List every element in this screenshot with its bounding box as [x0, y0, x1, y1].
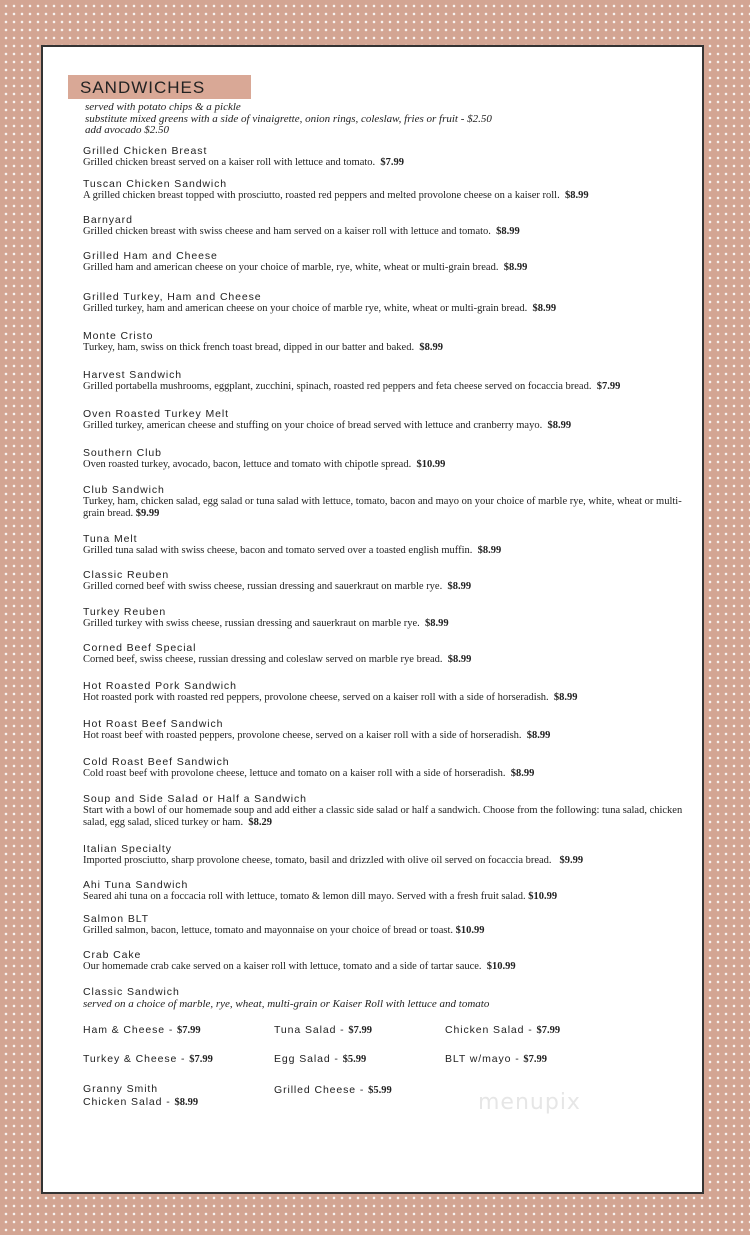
item-name: Turkey Reuben: [83, 606, 167, 618]
item-price: $8.99: [425, 618, 449, 629]
item-desc: Seared ahi tuna on a foccacia roll with lettuce, tomato & lemon dill mayo. Served with a fresh fruit salad.: [83, 891, 526, 902]
item-price: $8.99: [526, 730, 551, 741]
menu-item: [83, 756, 683, 780]
item-name: Southern Club: [83, 447, 162, 459]
item-desc: Grilled turkey, american cheese and stuffing on your choice of bread served with lettuce and cranberry mayo.: [83, 420, 543, 431]
item-price: $8.99: [553, 692, 578, 703]
item-name: Hot Roast Beef Sandwich: [83, 718, 224, 730]
item-desc: Grilled chicken breast with swiss cheese and ham served on a kaiser roll with lettuce and tomato.: [83, 226, 491, 237]
classic-option: Granny Smith Chicken Salad - $8.99: [83, 1083, 199, 1108]
section-header: SANDWICHES: [68, 75, 251, 99]
item-price: $10.99: [528, 891, 558, 902]
intro-line: served with potato chips & a pickle: [85, 101, 241, 113]
item-price: $8.99: [419, 342, 443, 353]
item-desc: Grilled ham and american cheese on your choice of marble, rye, white, wheat or multi-grain bread.: [83, 262, 499, 273]
menu-item: [83, 408, 683, 432]
item-name: Oven Roasted Turkey Melt: [83, 408, 229, 420]
item-name: Barnyard: [83, 214, 133, 226]
item-name: Grilled Turkey, Ham and Cheese: [83, 291, 262, 303]
item-name: Club Sandwich: [83, 484, 165, 496]
item-desc: Grilled turkey, ham and american cheese on your choice of marble rye, white, wheat or multi-grain bread.: [83, 303, 528, 314]
item-desc: Our homemade crab cake served on a kaiser roll with lettuce, tomato and a side of tartar sauce.: [83, 961, 482, 972]
classic-option: Turkey & Cheese - $7.99: [83, 1053, 213, 1065]
item-desc: Grilled turkey with swiss cheese, russian dressing and sauerkraut on marble rye.: [83, 618, 420, 629]
item-name: Grilled Ham and Cheese: [83, 250, 218, 262]
item-name: Monte Cristo: [83, 330, 154, 342]
menu-item: [83, 606, 683, 630]
classic-name: Classic Sandwich: [83, 986, 180, 998]
item-desc: Grilled chicken breast served on a kaiser roll with lettuce and tomato.: [83, 157, 376, 168]
menu-item: [83, 913, 683, 937]
menu-item: [83, 291, 683, 315]
classic-option: BLT w/mayo - $7.99: [445, 1053, 548, 1065]
item-price: $10.99: [486, 961, 516, 972]
item-price: $8.29: [248, 817, 272, 828]
menu-item: [83, 178, 683, 202]
item-desc: Grilled tuna salad with swiss cheese, bacon and tomato served over a toasted english muffin.: [83, 545, 473, 556]
item-desc: Hot roasted pork with roasted red peppers, provolone cheese, served on a kaiser roll with a side of horseradish.: [83, 692, 549, 703]
item-desc: Grilled portabella mushrooms, eggplant, zucchini, spinach, roasted red peppers and feta cheese served on focaccia bread.: [83, 381, 592, 392]
item-name: Soup and Side Salad or Half a Sandwich: [83, 793, 307, 805]
item-desc: Grilled corned beef with swiss cheese, russian dressing and sauerkraut on marble rye.: [83, 581, 443, 592]
item-name: Tuscan Chicken Sandwich: [83, 178, 228, 190]
menu-item: [83, 680, 683, 704]
intro-line: substitute mixed greens with a side of vinaigrette, onion rings, coleslaw, fries or fruit - $2.50: [85, 112, 492, 125]
item-price: $8.99: [496, 226, 520, 237]
intro-notes: [85, 102, 492, 137]
item-price: $10.99: [455, 925, 485, 936]
item-price: $8.99: [503, 262, 528, 273]
item-name: Salmon BLT: [83, 913, 149, 925]
item-price: $10.99: [416, 459, 446, 470]
item-price: $8.99: [547, 420, 572, 431]
item-price: $8.99: [532, 303, 557, 314]
item-desc: Turkey, ham, swiss on thick french toast bread, dipped in our batter and baked.: [83, 342, 415, 353]
item-price: $8.99: [564, 190, 589, 201]
item-price: $8.99: [477, 545, 502, 556]
menu-item: [83, 843, 683, 867]
watermark: menupix: [478, 1090, 581, 1115]
menu-item: [83, 533, 683, 557]
classic-option: Tuna Salad - $7.99: [274, 1024, 372, 1036]
menu-item: [83, 214, 683, 238]
menu-item: [83, 484, 683, 520]
item-name: Crab Cake: [83, 949, 142, 961]
menu-item: [83, 145, 683, 169]
item-price: $9.99: [135, 508, 160, 519]
menu-item: [83, 793, 683, 829]
menu-item: [83, 718, 683, 742]
item-desc: Oven roasted turkey, avocado, bacon, lettuce and tomato with chipotle spread.: [83, 459, 412, 470]
classic-option: Grilled Cheese - $5.99: [274, 1084, 392, 1096]
item-desc: A grilled chicken breast topped with prosciutto, roasted red peppers and melted provolone cheese on a kaiser roll.: [83, 190, 560, 201]
menu-item: [83, 330, 683, 354]
menu-item: [83, 642, 683, 666]
classic-option: Ham & Cheese - $7.99: [83, 1024, 201, 1036]
item-desc: Grilled salmon, bacon, lettuce, tomato and mayonnaise on your choice of bread or toast.: [83, 925, 454, 936]
classic-sandwich: [83, 986, 683, 1010]
menu-item: [83, 949, 683, 973]
item-desc: Corned beef, swiss cheese, russian dressing and coleslaw served on marble rye bread.: [83, 654, 443, 665]
item-name: Ahi Tuna Sandwich: [83, 879, 189, 891]
item-name: Classic Reuben: [83, 569, 170, 581]
item-price: $7.99: [380, 157, 405, 168]
menu-panel: [41, 45, 704, 1194]
item-desc: Start with a bowl of our homemade soup and add either a classic side salad or half a sandwich. Choose from the following: tuna salad, chicken salad, egg salad, sliced turkey or ham.: [83, 805, 683, 828]
item-name: Harvest Sandwich: [83, 369, 183, 381]
item-price: $8.99: [447, 581, 472, 592]
menu-item: [83, 447, 683, 471]
classic-option: Chicken Salad - $7.99: [445, 1024, 561, 1036]
item-price: $7.99: [596, 381, 621, 392]
menu-item: [83, 250, 683, 274]
item-desc: Imported prosciutto, sharp provolone cheese, tomato, basil and drizzled with olive oil served on focaccia bread.: [83, 855, 552, 866]
classic-note: served on a choice of marble, rye, wheat, multi-grain or Kaiser Roll with lettuce and tomato: [83, 998, 490, 1010]
item-price: $8.99: [447, 654, 472, 665]
classic-option: Egg Salad - $5.99: [274, 1053, 367, 1065]
item-desc: Turkey, ham, chicken salad, egg salad or tuna salad with lettuce, tomato, bacon and mayo on your choice of marble rye, white, wheat or multi-grain bread.: [83, 496, 682, 519]
item-name: Grilled Chicken Breast: [83, 145, 208, 157]
item-desc: Cold roast beef with provolone cheese, lettuce and tomato on a kaiser roll with a side of horseradish.: [83, 768, 506, 779]
item-name: Hot Roasted Pork Sandwich: [83, 680, 237, 692]
item-price: $9.99: [559, 855, 584, 866]
item-name: Tuna Melt: [83, 533, 138, 545]
item-price: $8.99: [510, 768, 535, 779]
item-name: Corned Beef Special: [83, 642, 197, 654]
menu-item: [83, 569, 683, 593]
menu-item: [83, 879, 683, 903]
menu-item: [83, 369, 683, 393]
item-desc: Hot roast beef with roasted peppers, provolone cheese, served on a kaiser roll with a side of horseradish.: [83, 730, 522, 741]
intro-line: add avocado $2.50: [85, 124, 170, 136]
item-name: Cold Roast Beef Sandwich: [83, 756, 230, 768]
item-name: Italian Specialty: [83, 843, 172, 855]
